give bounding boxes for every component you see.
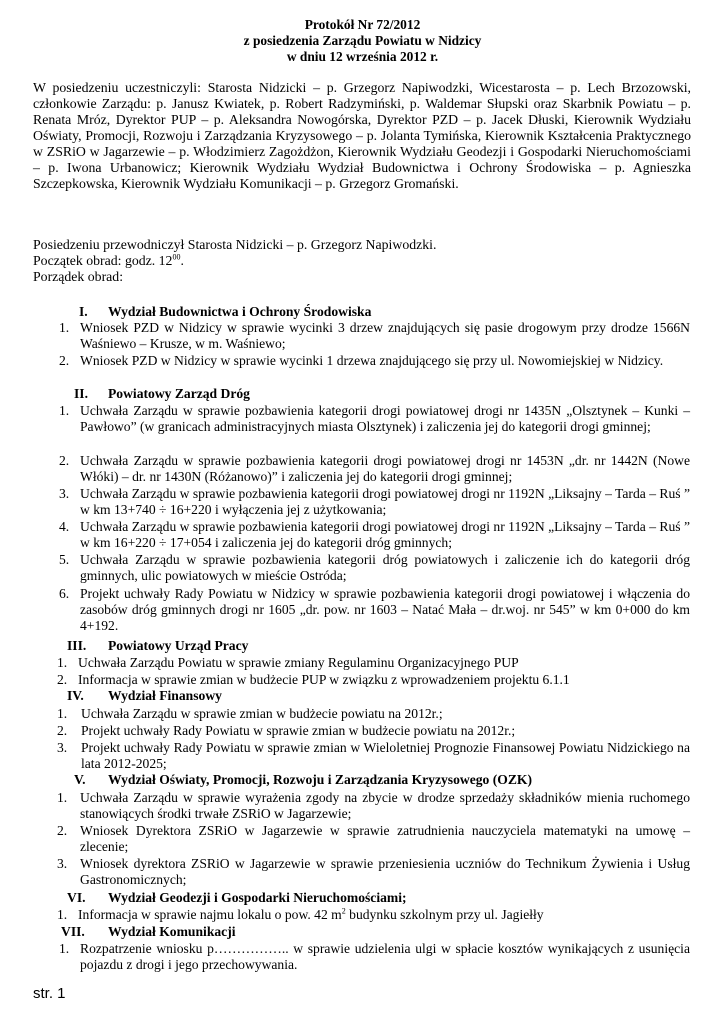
agenda-item: Wniosek dyrektora ZSRiO w Jagarzewie w sprawie przeniesienia uczniów do Technikum Żywienia i Usług Gastronomicznych; xyxy=(80,856,690,888)
start-time-label: Początek obrad: godz. 12 xyxy=(33,253,173,268)
section-numeral: I. xyxy=(79,304,88,319)
section-title: Wydział Geodezji i Gospodarki Nieruchomościami; xyxy=(108,890,407,905)
section-title: Powiatowy Zarząd Dróg xyxy=(108,386,250,401)
item-number: 6. xyxy=(59,586,70,601)
agenda-item: Wniosek PZD w Nidzicy w sprawie wycinki 1 drzewa znajdującego się przy ul. Nowomiejskiej w Nidzicy. xyxy=(80,353,664,368)
item-number: 2. xyxy=(57,672,68,687)
item-number: 1. xyxy=(59,941,70,956)
start-time-minutes: 00 xyxy=(172,252,181,262)
section-title: Wydział Budownictwa i Ochrony Środowiska xyxy=(108,304,372,319)
document-subtitle: z posiedzenia Zarządu Powiatu w Nidzicy xyxy=(243,33,482,48)
agenda-item: Uchwała Zarządu w sprawie pozbawienia kategorii dróg powiatowych i zaliczenie ich do kategorii dróg gminnych, ulic powiatowych w mieście Ostróda; xyxy=(80,552,690,584)
chair-line: Posiedzeniu przewodniczył Starosta Nidzicki – p. Grzegorz Napiwodzki. xyxy=(33,237,437,252)
section-numeral: III. xyxy=(67,638,87,653)
start-time-suffix: . xyxy=(180,253,184,268)
attendance-paragraph: W posiedzeniu uczestniczyli: Starosta Nidzicki – p. Grzegorz Napiwodzki, Wicestarosta – p. Lech Brzozowski, członkowie Zarządu: p. Janusz Kwiatek, p. Robert Radzymiński, p. Waldemar Słupski oraz Skarbnik Powiatu – p. Renata Mróz, Dyrektor PUP – p. Aleksandra Nowogórska, Dyrektor PZD – p. Jacek Dłuski, Kierownik Wydziału Oświaty, Promocji, Rozwoju i Zarządzania Kryzysowego – p. Jolanta Tymińska, Kierownik Kształcenia Praktycznego w ZSRiO w Jagarzewie – p. Włodzimierz Zagożdżon, Kierownik Wydziału Geodezji i Gospodarki Nieruchomościami – p. Iwona Urbanowicz; Kierownik Wydziału Wydział Budownictwa i Ochrony Środowiska – p. Agnieszka Szczepkowska, Kierownik Wydziału Komunikacji – p. Grzegorz Gromański. xyxy=(33,80,691,191)
agenda-item: Uchwała Zarządu w sprawie pozbawienia kategorii drogi powiatowej drogi nr 1192N „Liksajny – Tarda – Ruś ” w km 13+740 ÷ 16+220 i wyłączenia jej z użytkowania; xyxy=(80,486,690,518)
agenda-item: Uchwała Zarządu Powiatu w sprawie zmiany Regulaminu Organizacyjnego PUP xyxy=(78,655,519,670)
agenda-item: Uchwała Zarządu w sprawie pozbawienia kategorii drogi powiatowej drogi nr 1453N „dr. nr 1442N (Nowe Włóki) – dr. nr 1430N (Różanowo)” i zaliczenia jej do kategorii drogi gminnej; xyxy=(80,453,690,485)
agenda-item: Uchwała Zarządu w sprawie pozbawienia kategorii drogi powiatowej drogi nr 1192N „Liksajny – Tarda – Ruś ” w km 16+220 ÷ 17+054 i zaliczenia jej do kategorii dróg gminnych; xyxy=(80,519,690,551)
agenda-item: Uchwała Zarządu w sprawie zmian w budżecie powiatu na 2012r.; xyxy=(81,706,443,721)
item-superscript: 2 xyxy=(341,906,346,916)
section-title: Powiatowy Urząd Pracy xyxy=(108,638,249,653)
section-title: Wydział Oświaty, Promocji, Rozwoju i Zarządzania Kryzysowego (OZK) xyxy=(108,772,533,787)
item-number: 3. xyxy=(57,740,68,755)
section-numeral: IV. xyxy=(67,688,84,703)
agenda-label: Porządek obrad: xyxy=(33,269,124,284)
item-text-after: budynku szkolnym przy ul. Jagiełły xyxy=(345,907,544,922)
agenda-item: Uchwała Zarządu w sprawie wyrażenia zgody na zbycie w drodze sprzedaży składników mienia ruchomego stanowiących środki trwałe ZSRiO w Jagarzewie; xyxy=(80,790,690,822)
item-number: 5. xyxy=(59,552,70,567)
item-number: 4. xyxy=(59,519,70,534)
item-number: 1. xyxy=(57,655,68,670)
agenda-item: Projekt uchwały Rady Powiatu w Nidzicy w sprawie pozbawienia kategorii drogi powiatowej i włączenia do zasobów dróg gminnych drogi nr 1605 „dr. pow. nr 1603 – Natać Mała – dr.woj. nr 545” w km 0+000 do km 4+192. xyxy=(80,586,690,634)
item-number: 2. xyxy=(57,823,68,838)
agenda-item: Projekt uchwały Rady Powiatu w sprawie zmian w Wieloletniej Prognozie Finansowej Powiatu Nidzickiego na lata 2012-2025; xyxy=(81,740,690,772)
agenda-item: Informacja w sprawie zmian w budżecie PUP w związku z wprowadzeniem projektu 6.1.1 xyxy=(78,672,570,687)
section-numeral: V. xyxy=(74,772,86,787)
item-number: 1. xyxy=(59,320,70,335)
start-time-line xyxy=(33,253,184,269)
section-numeral: VI. xyxy=(67,890,86,905)
agenda-item: Projekt uchwały Rady Powiatu w sprawie zmian w budżecie powiatu na 2012r.; xyxy=(81,723,516,738)
item-number: 1. xyxy=(57,706,68,721)
section-title: Wydział Komunikacji xyxy=(108,924,236,939)
item-text: Informacja w sprawie najmu lokalu o pow. 42 m xyxy=(78,907,342,922)
document-date: w dniu 12 września 2012 r. xyxy=(286,49,439,64)
agenda-item: Wniosek Dyrektora ZSRiO w Jagarzewie w sprawie zatrudnienia nauczyciela matematyki na umowę – zlecenie; xyxy=(80,823,690,855)
item-number: 1. xyxy=(59,403,70,418)
item-number: 3. xyxy=(57,856,68,871)
item-number: 3. xyxy=(59,486,70,501)
section-numeral: II. xyxy=(74,386,88,401)
item-number: 1. xyxy=(57,790,68,805)
agenda-item: Wniosek PZD w Nidzicy w sprawie wycinki 3 drzew znajdujących się pasie drogowym przy drodze 1566N Waśniewo – Krusze, w m. Waśniewo; xyxy=(80,320,690,352)
agenda-item: Uchwała Zarządu w sprawie pozbawienia kategorii drogi powiatowej drogi nr 1435N „Olsztynek – Kunki – Pawłowo” (w granicach administracyjnych miasta Olsztynek) i zaliczenia jej do kategorii drogi gminnej; xyxy=(80,403,690,435)
section-numeral: VII. xyxy=(61,924,85,939)
item-number: 1. xyxy=(57,907,68,922)
page-number: str. 1 xyxy=(33,985,66,1002)
item-number: 2. xyxy=(59,453,70,468)
agenda-item xyxy=(78,907,690,923)
item-number: 2. xyxy=(57,723,68,738)
document-title: Protokół Nr 72/2012 xyxy=(304,17,421,32)
agenda-item: Rozpatrzenie wniosku p…………….. w sprawie udzielenia ulgi w spłacie kosztów wynikających z usunięcia pojazdu z drogi i jego przechowywania. xyxy=(80,941,690,973)
item-number: 2. xyxy=(59,353,70,368)
section-title: Wydział Finansowy xyxy=(108,688,222,703)
